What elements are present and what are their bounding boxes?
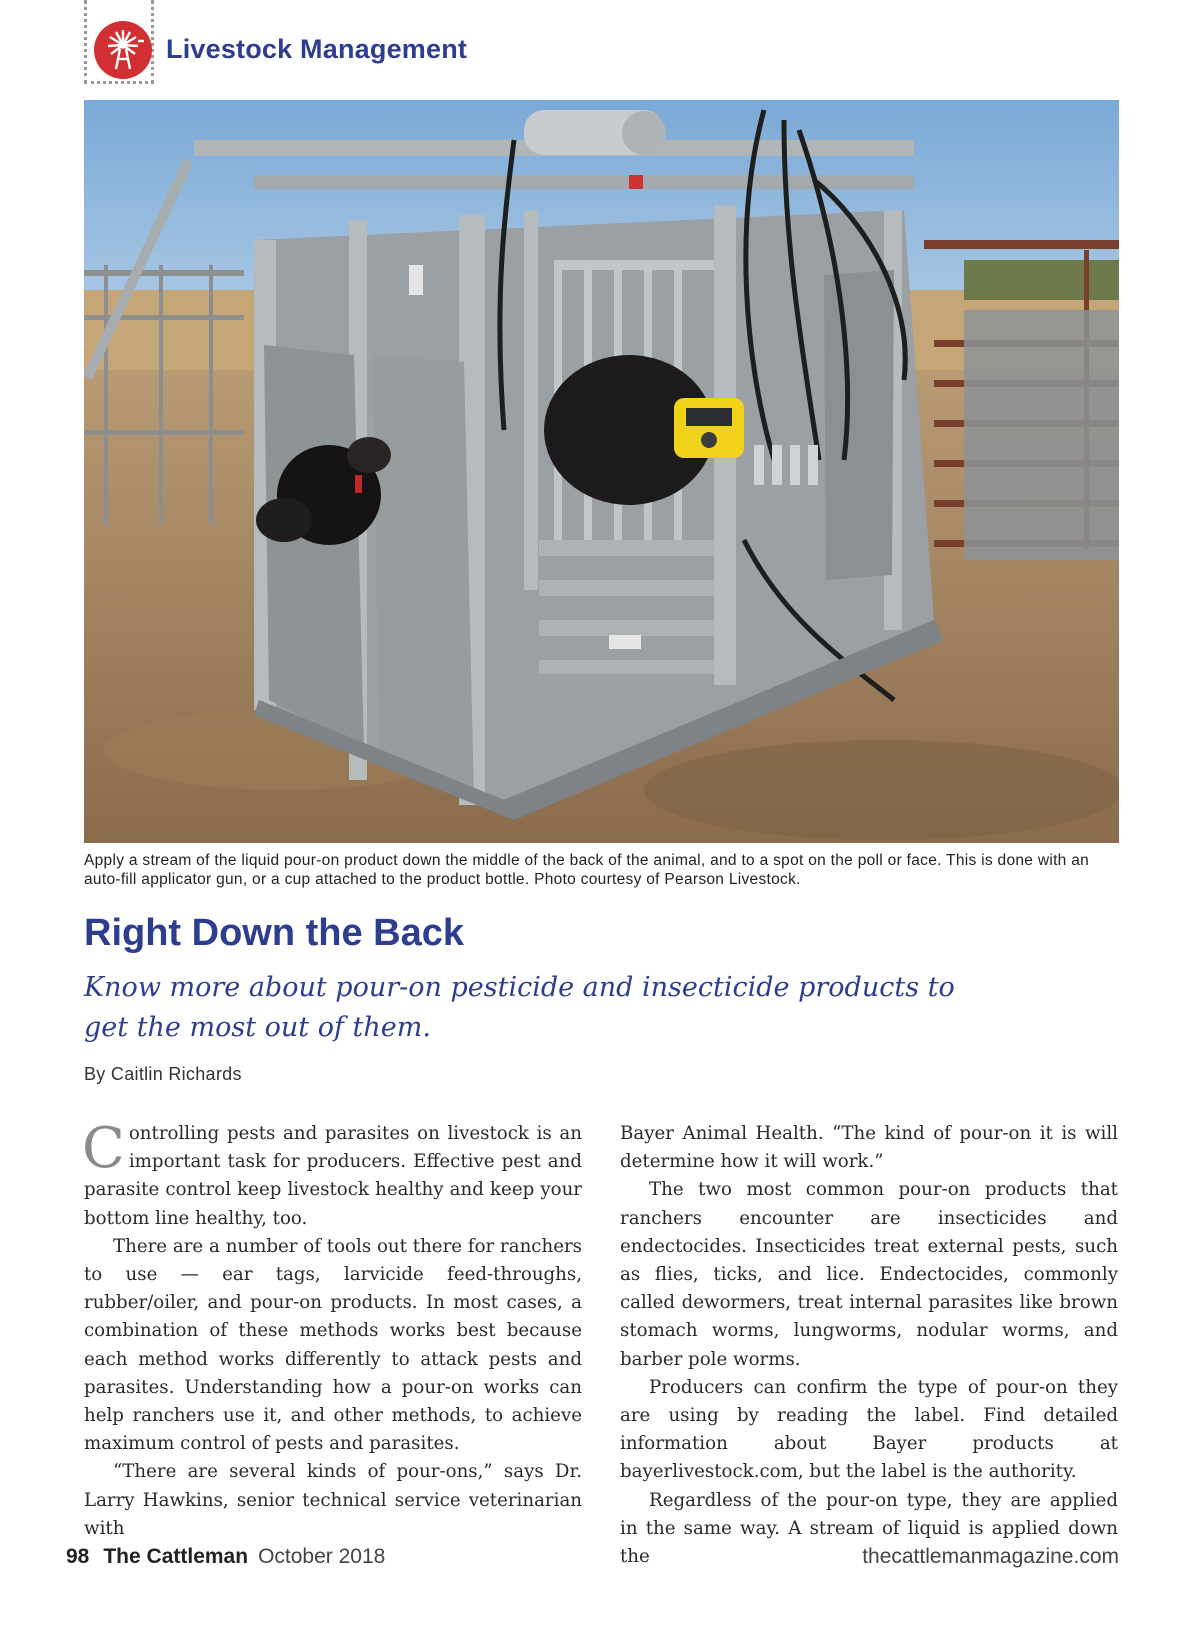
page-footer (66, 1545, 1119, 1575)
paragraph: The two most common pour-on products that ranchers encounter are insecticides and endectocides. Insecticides treat external pests, such as flies, ticks, and lice. Endectocides, commonly called dewormers, treat internal parasites like brown stomach worms, lungworms, nodular worms, and barber pole worms. (620, 1179, 1118, 1370)
magazine-name: The Cattleman (103, 1545, 249, 1568)
article-column-left (82, 1116, 582, 1543)
website-link[interactable]: thecattlemanmagazine.com (862, 1545, 1119, 1568)
paragraph (82, 1116, 582, 1233)
article-headline: Right Down the Back (84, 912, 465, 954)
photo-caption: Apply a stream of the liquid pour-on product down the middle of the back of the animal, and to a spot on the poll or face. This is done with an auto-fill applicator gun, or a cup attached to the product bottle. Photo courtesy of Pearson Livestock. (84, 852, 1090, 888)
paragraph: There are a number of tools out there for ranchers to use — ear tags, larvicide feed-throughs, rubber/oiler, and pour-on products. In most cases, a combination of these methods works best because each method works differently to attack pests and parasites. Understanding how a pour-on works can help ranchers use it, and other methods, to achieve maximum control of pests and parasites. (84, 1235, 582, 1455)
cattle-squeeze-chute-photo (84, 100, 1119, 843)
paragraph: Producers can confirm the type of pour-on they are using by reading the label. Find detailed information about Bayer products at bayerlivestock.com, but the label is the authority. (620, 1376, 1118, 1483)
paragraph: Bayer Animal Health. “The kind of pour-on it is will determine how it will work.” (620, 1123, 1118, 1173)
page-number: 98 (66, 1545, 90, 1568)
issue-date: October 2018 (258, 1545, 386, 1568)
article-column-right (620, 1120, 1118, 1571)
paragraph-text: ontrolling pests and parasites on livestock is an important task for producers. Effective pest and parasite control keep livestock healthy and keep your bottom line healthy, too. (84, 1123, 582, 1229)
section-header (84, 0, 584, 86)
paragraph: “There are several kinds of pour-ons,” says Dr. Larry Hawkins, senior technical service veterinarian with (84, 1461, 582, 1539)
article-byline: By Caitlin Richards (84, 1064, 242, 1084)
section-title: Livestock Management (166, 34, 468, 64)
windmill-icon (94, 21, 152, 79)
paragraph: Regardless of the pour-on type, they are applied in the same way. A stream of liquid is applied down the (620, 1489, 1118, 1568)
drop-cap: C (82, 1116, 125, 1181)
scale-indicator (674, 398, 744, 458)
article-subhead: Know more about pour-on pesticide and insecticide products to get the most out of them. (84, 972, 955, 1043)
section-badge-frame (84, 0, 154, 84)
